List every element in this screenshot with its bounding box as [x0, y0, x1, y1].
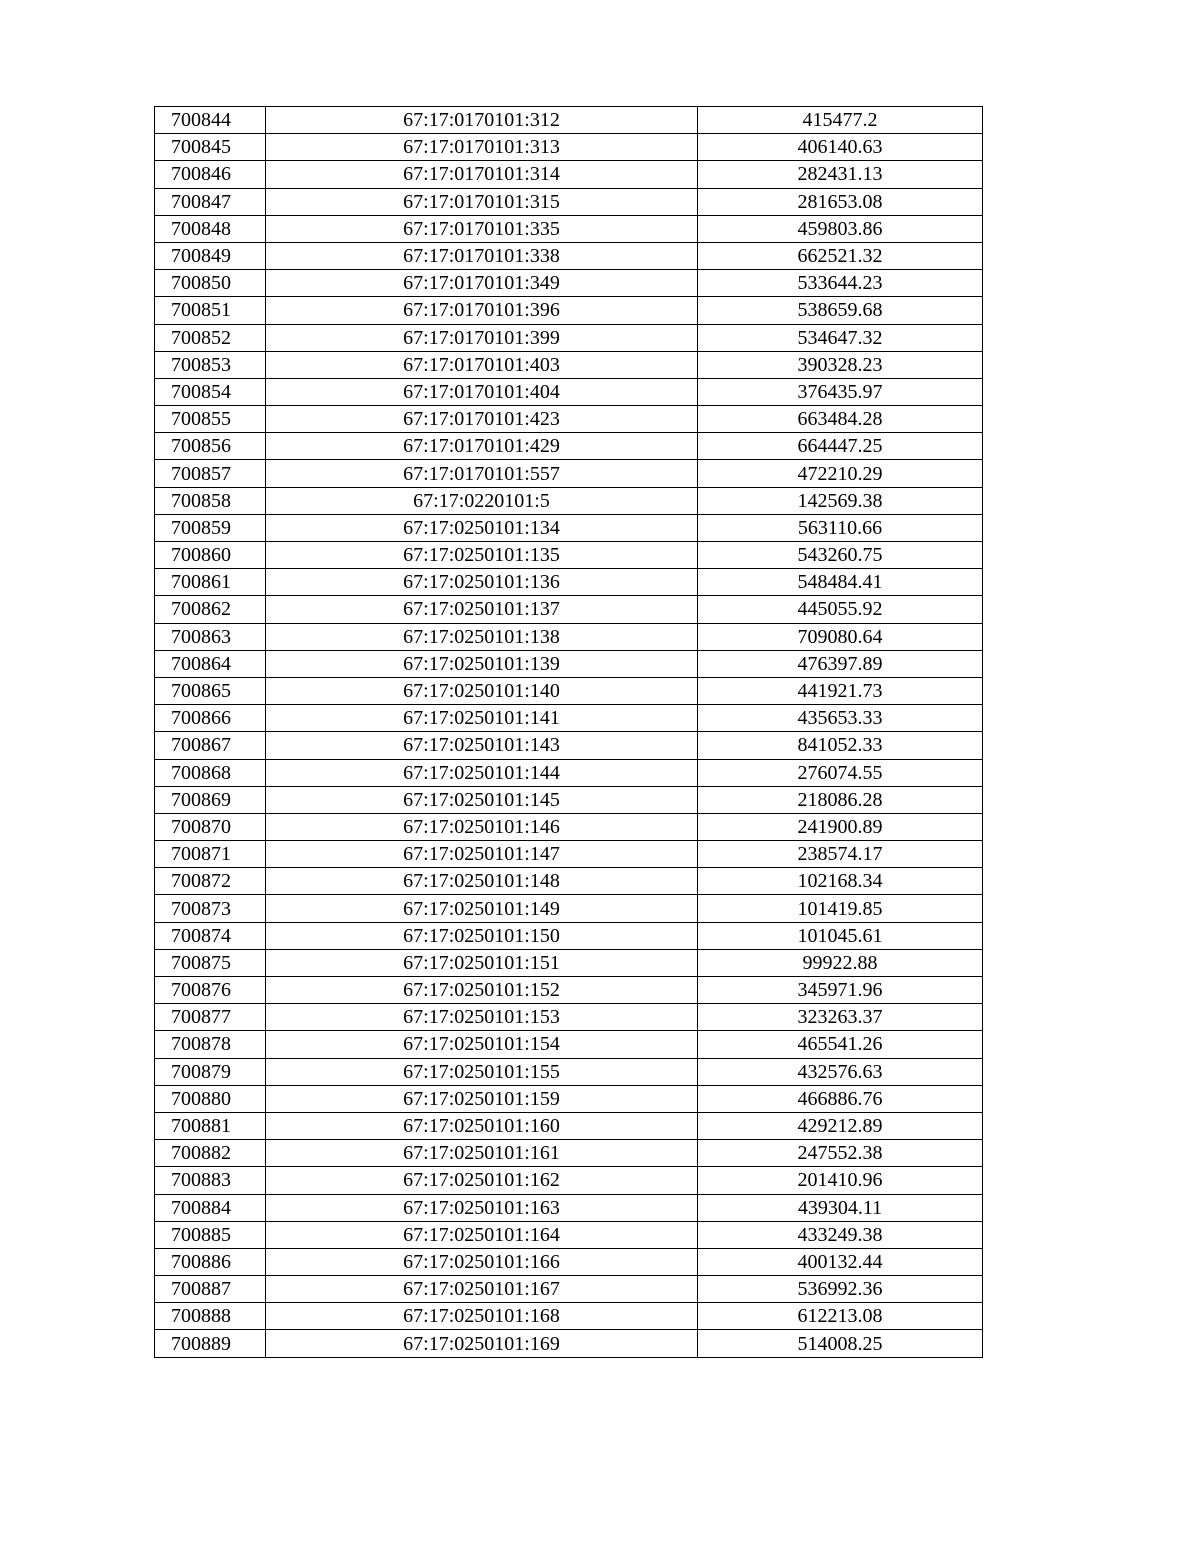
row-number-cell: 700883	[155, 1167, 266, 1194]
table-row	[155, 732, 983, 759]
value-cell: 439304.11	[698, 1194, 983, 1221]
row-number-cell: 700887	[155, 1276, 266, 1303]
cadastral-number-cell: 67:17:0250101:159	[266, 1085, 698, 1112]
cadastral-number-cell: 67:17:0170101:404	[266, 378, 698, 405]
table-row	[155, 406, 983, 433]
row-number-cell: 700844	[155, 107, 266, 134]
table-row	[155, 705, 983, 732]
value-cell: 432576.63	[698, 1058, 983, 1085]
cadastral-number-cell: 67:17:0170101:314	[266, 161, 698, 188]
table-row	[155, 596, 983, 623]
row-number-cell: 700854	[155, 378, 266, 405]
cadastral-number-cell: 67:17:0250101:167	[266, 1276, 698, 1303]
value-cell: 201410.96	[698, 1167, 983, 1194]
table-row	[155, 1276, 983, 1303]
row-number-cell: 700889	[155, 1330, 266, 1357]
value-cell: 612213.08	[698, 1303, 983, 1330]
row-number-cell: 700846	[155, 161, 266, 188]
row-number-cell: 700875	[155, 949, 266, 976]
row-number-cell: 700859	[155, 514, 266, 541]
table-row	[155, 623, 983, 650]
table-row	[155, 242, 983, 269]
cadastral-number-cell: 67:17:0250101:155	[266, 1058, 698, 1085]
cadastral-number-cell: 67:17:0250101:137	[266, 596, 698, 623]
table-row	[155, 1004, 983, 1031]
row-number-cell: 700880	[155, 1085, 266, 1112]
row-number-cell: 700886	[155, 1248, 266, 1275]
value-cell: 376435.97	[698, 378, 983, 405]
cadastral-number-cell: 67:17:0250101:161	[266, 1140, 698, 1167]
value-cell: 247552.38	[698, 1140, 983, 1167]
value-cell: 406140.63	[698, 134, 983, 161]
value-cell: 435653.33	[698, 705, 983, 732]
table-row	[155, 542, 983, 569]
table-row	[155, 650, 983, 677]
table-row	[155, 1194, 983, 1221]
row-number-cell: 700878	[155, 1031, 266, 1058]
row-number-cell: 700856	[155, 433, 266, 460]
row-number-cell: 700864	[155, 650, 266, 677]
row-number-cell: 700850	[155, 270, 266, 297]
value-cell: 415477.2	[698, 107, 983, 134]
table-row	[155, 161, 983, 188]
row-number-cell: 700876	[155, 977, 266, 1004]
row-number-cell: 700865	[155, 677, 266, 704]
cadastral-number-cell: 67:17:0250101:147	[266, 841, 698, 868]
cadastral-number-cell: 67:17:0250101:163	[266, 1194, 698, 1221]
row-number-cell: 700881	[155, 1112, 266, 1139]
table-row	[155, 1330, 983, 1357]
row-number-cell: 700860	[155, 542, 266, 569]
row-number-cell: 700884	[155, 1194, 266, 1221]
value-cell: 459803.86	[698, 215, 983, 242]
table-row	[155, 922, 983, 949]
table-row	[155, 378, 983, 405]
cadastral-number-cell: 67:17:0250101:145	[266, 786, 698, 813]
table-row	[155, 351, 983, 378]
table-row	[155, 215, 983, 242]
cadastral-number-cell: 67:17:0170101:399	[266, 324, 698, 351]
row-number-cell: 700847	[155, 188, 266, 215]
row-number-cell: 700877	[155, 1004, 266, 1031]
cadastral-number-cell: 67:17:0250101:146	[266, 813, 698, 840]
value-cell: 142569.38	[698, 487, 983, 514]
value-cell: 282431.13	[698, 161, 983, 188]
value-cell: 445055.92	[698, 596, 983, 623]
table-row	[155, 460, 983, 487]
cadastral-number-cell: 67:17:0250101:144	[266, 759, 698, 786]
row-number-cell: 700863	[155, 623, 266, 650]
cadastral-number-cell: 67:17:0250101:164	[266, 1221, 698, 1248]
row-number-cell: 700862	[155, 596, 266, 623]
cadastral-number-cell: 67:17:0170101:423	[266, 406, 698, 433]
value-cell: 390328.23	[698, 351, 983, 378]
value-cell: 663484.28	[698, 406, 983, 433]
value-cell: 664447.25	[698, 433, 983, 460]
table-row	[155, 977, 983, 1004]
value-cell: 429212.89	[698, 1112, 983, 1139]
table-row	[155, 569, 983, 596]
value-cell: 102168.34	[698, 868, 983, 895]
value-cell: 563110.66	[698, 514, 983, 541]
row-number-cell: 700855	[155, 406, 266, 433]
cadastral-number-cell: 67:17:0250101:138	[266, 623, 698, 650]
row-number-cell: 700868	[155, 759, 266, 786]
row-number-cell: 700861	[155, 569, 266, 596]
table-row	[155, 759, 983, 786]
table-row	[155, 1140, 983, 1167]
value-cell: 218086.28	[698, 786, 983, 813]
value-cell: 441921.73	[698, 677, 983, 704]
table-row	[155, 1167, 983, 1194]
value-cell: 709080.64	[698, 623, 983, 650]
table-row	[155, 1085, 983, 1112]
value-cell: 548484.41	[698, 569, 983, 596]
cadastral-number-cell: 67:17:0250101:141	[266, 705, 698, 732]
value-cell: 241900.89	[698, 813, 983, 840]
cadastral-number-cell: 67:17:0170101:403	[266, 351, 698, 378]
value-cell: 345971.96	[698, 977, 983, 1004]
row-number-cell: 700851	[155, 297, 266, 324]
value-cell: 238574.17	[698, 841, 983, 868]
cadastral-number-cell: 67:17:0250101:154	[266, 1031, 698, 1058]
table-row	[155, 841, 983, 868]
row-number-cell: 700882	[155, 1140, 266, 1167]
table-row	[155, 1112, 983, 1139]
value-cell: 514008.25	[698, 1330, 983, 1357]
row-number-cell: 700874	[155, 922, 266, 949]
value-cell: 476397.89	[698, 650, 983, 677]
value-cell: 534647.32	[698, 324, 983, 351]
cadastral-number-cell: 67:17:0170101:313	[266, 134, 698, 161]
row-number-cell: 700849	[155, 242, 266, 269]
value-cell: 400132.44	[698, 1248, 983, 1275]
value-cell: 465541.26	[698, 1031, 983, 1058]
cadastral-number-cell: 67:17:0170101:335	[266, 215, 698, 242]
row-number-cell: 700866	[155, 705, 266, 732]
value-cell: 99922.88	[698, 949, 983, 976]
value-cell: 538659.68	[698, 297, 983, 324]
value-cell: 543260.75	[698, 542, 983, 569]
cadastral-number-cell: 67:17:0170101:338	[266, 242, 698, 269]
row-number-cell: 700845	[155, 134, 266, 161]
cadastral-number-cell: 67:17:0250101:134	[266, 514, 698, 541]
table-row	[155, 1221, 983, 1248]
cadastral-number-cell: 67:17:0250101:135	[266, 542, 698, 569]
table-row	[155, 1303, 983, 1330]
cadastral-number-cell: 67:17:0170101:557	[266, 460, 698, 487]
table-row	[155, 813, 983, 840]
row-number-cell: 700870	[155, 813, 266, 840]
table-row	[155, 297, 983, 324]
cadastral-number-cell: 67:17:0250101:160	[266, 1112, 698, 1139]
cadastral-number-cell: 67:17:0250101:169	[266, 1330, 698, 1357]
cadastral-number-cell: 67:17:0250101:151	[266, 949, 698, 976]
value-cell: 466886.76	[698, 1085, 983, 1112]
row-number-cell: 700888	[155, 1303, 266, 1330]
table-row	[155, 949, 983, 976]
cadastral-number-cell: 67:17:0250101:166	[266, 1248, 698, 1275]
table-row	[155, 1058, 983, 1085]
cadastral-number-cell: 67:17:0250101:150	[266, 922, 698, 949]
cadastral-number-cell: 67:17:0170101:396	[266, 297, 698, 324]
row-number-cell: 700852	[155, 324, 266, 351]
row-number-cell: 700873	[155, 895, 266, 922]
row-number-cell: 700879	[155, 1058, 266, 1085]
cadastral-number-cell: 67:17:0250101:148	[266, 868, 698, 895]
table-row	[155, 270, 983, 297]
cadastral-number-cell: 67:17:0250101:168	[266, 1303, 698, 1330]
cadastral-number-cell: 67:17:0250101:162	[266, 1167, 698, 1194]
row-number-cell: 700857	[155, 460, 266, 487]
table-row	[155, 786, 983, 813]
row-number-cell: 700871	[155, 841, 266, 868]
cadastral-number-cell: 67:17:0170101:349	[266, 270, 698, 297]
value-cell: 662521.32	[698, 242, 983, 269]
value-cell: 276074.55	[698, 759, 983, 786]
value-cell: 281653.08	[698, 188, 983, 215]
table-row	[155, 868, 983, 895]
cadastral-number-cell: 67:17:0220101:5	[266, 487, 698, 514]
row-number-cell: 700869	[155, 786, 266, 813]
table-row	[155, 324, 983, 351]
cadastral-number-cell: 67:17:0250101:143	[266, 732, 698, 759]
cadastral-number-cell: 67:17:0250101:153	[266, 1004, 698, 1031]
table-row	[155, 107, 983, 134]
cadastral-number-cell: 67:17:0170101:312	[266, 107, 698, 134]
row-number-cell: 700885	[155, 1221, 266, 1248]
table-row	[155, 677, 983, 704]
table-row	[155, 1031, 983, 1058]
table-body	[155, 107, 983, 1358]
row-number-cell: 700867	[155, 732, 266, 759]
cadastral-number-cell: 67:17:0170101:315	[266, 188, 698, 215]
value-cell: 101419.85	[698, 895, 983, 922]
value-cell: 323263.37	[698, 1004, 983, 1031]
cadastral-number-cell: 67:17:0250101:139	[266, 650, 698, 677]
table-row	[155, 433, 983, 460]
cadastral-number-cell: 67:17:0250101:136	[266, 569, 698, 596]
data-table	[154, 106, 983, 1358]
value-cell: 433249.38	[698, 1221, 983, 1248]
row-number-cell: 700858	[155, 487, 266, 514]
value-cell: 101045.61	[698, 922, 983, 949]
row-number-cell: 700853	[155, 351, 266, 378]
value-cell: 841052.33	[698, 732, 983, 759]
table-row	[155, 514, 983, 541]
table-row	[155, 895, 983, 922]
table-row	[155, 487, 983, 514]
cadastral-number-cell: 67:17:0250101:149	[266, 895, 698, 922]
value-cell: 536992.36	[698, 1276, 983, 1303]
value-cell: 533644.23	[698, 270, 983, 297]
row-number-cell: 700872	[155, 868, 266, 895]
table-row	[155, 1248, 983, 1275]
table-row	[155, 188, 983, 215]
table-row	[155, 134, 983, 161]
row-number-cell: 700848	[155, 215, 266, 242]
cadastral-number-cell: 67:17:0170101:429	[266, 433, 698, 460]
cadastral-number-cell: 67:17:0250101:140	[266, 677, 698, 704]
cadastral-number-cell: 67:17:0250101:152	[266, 977, 698, 1004]
value-cell: 472210.29	[698, 460, 983, 487]
